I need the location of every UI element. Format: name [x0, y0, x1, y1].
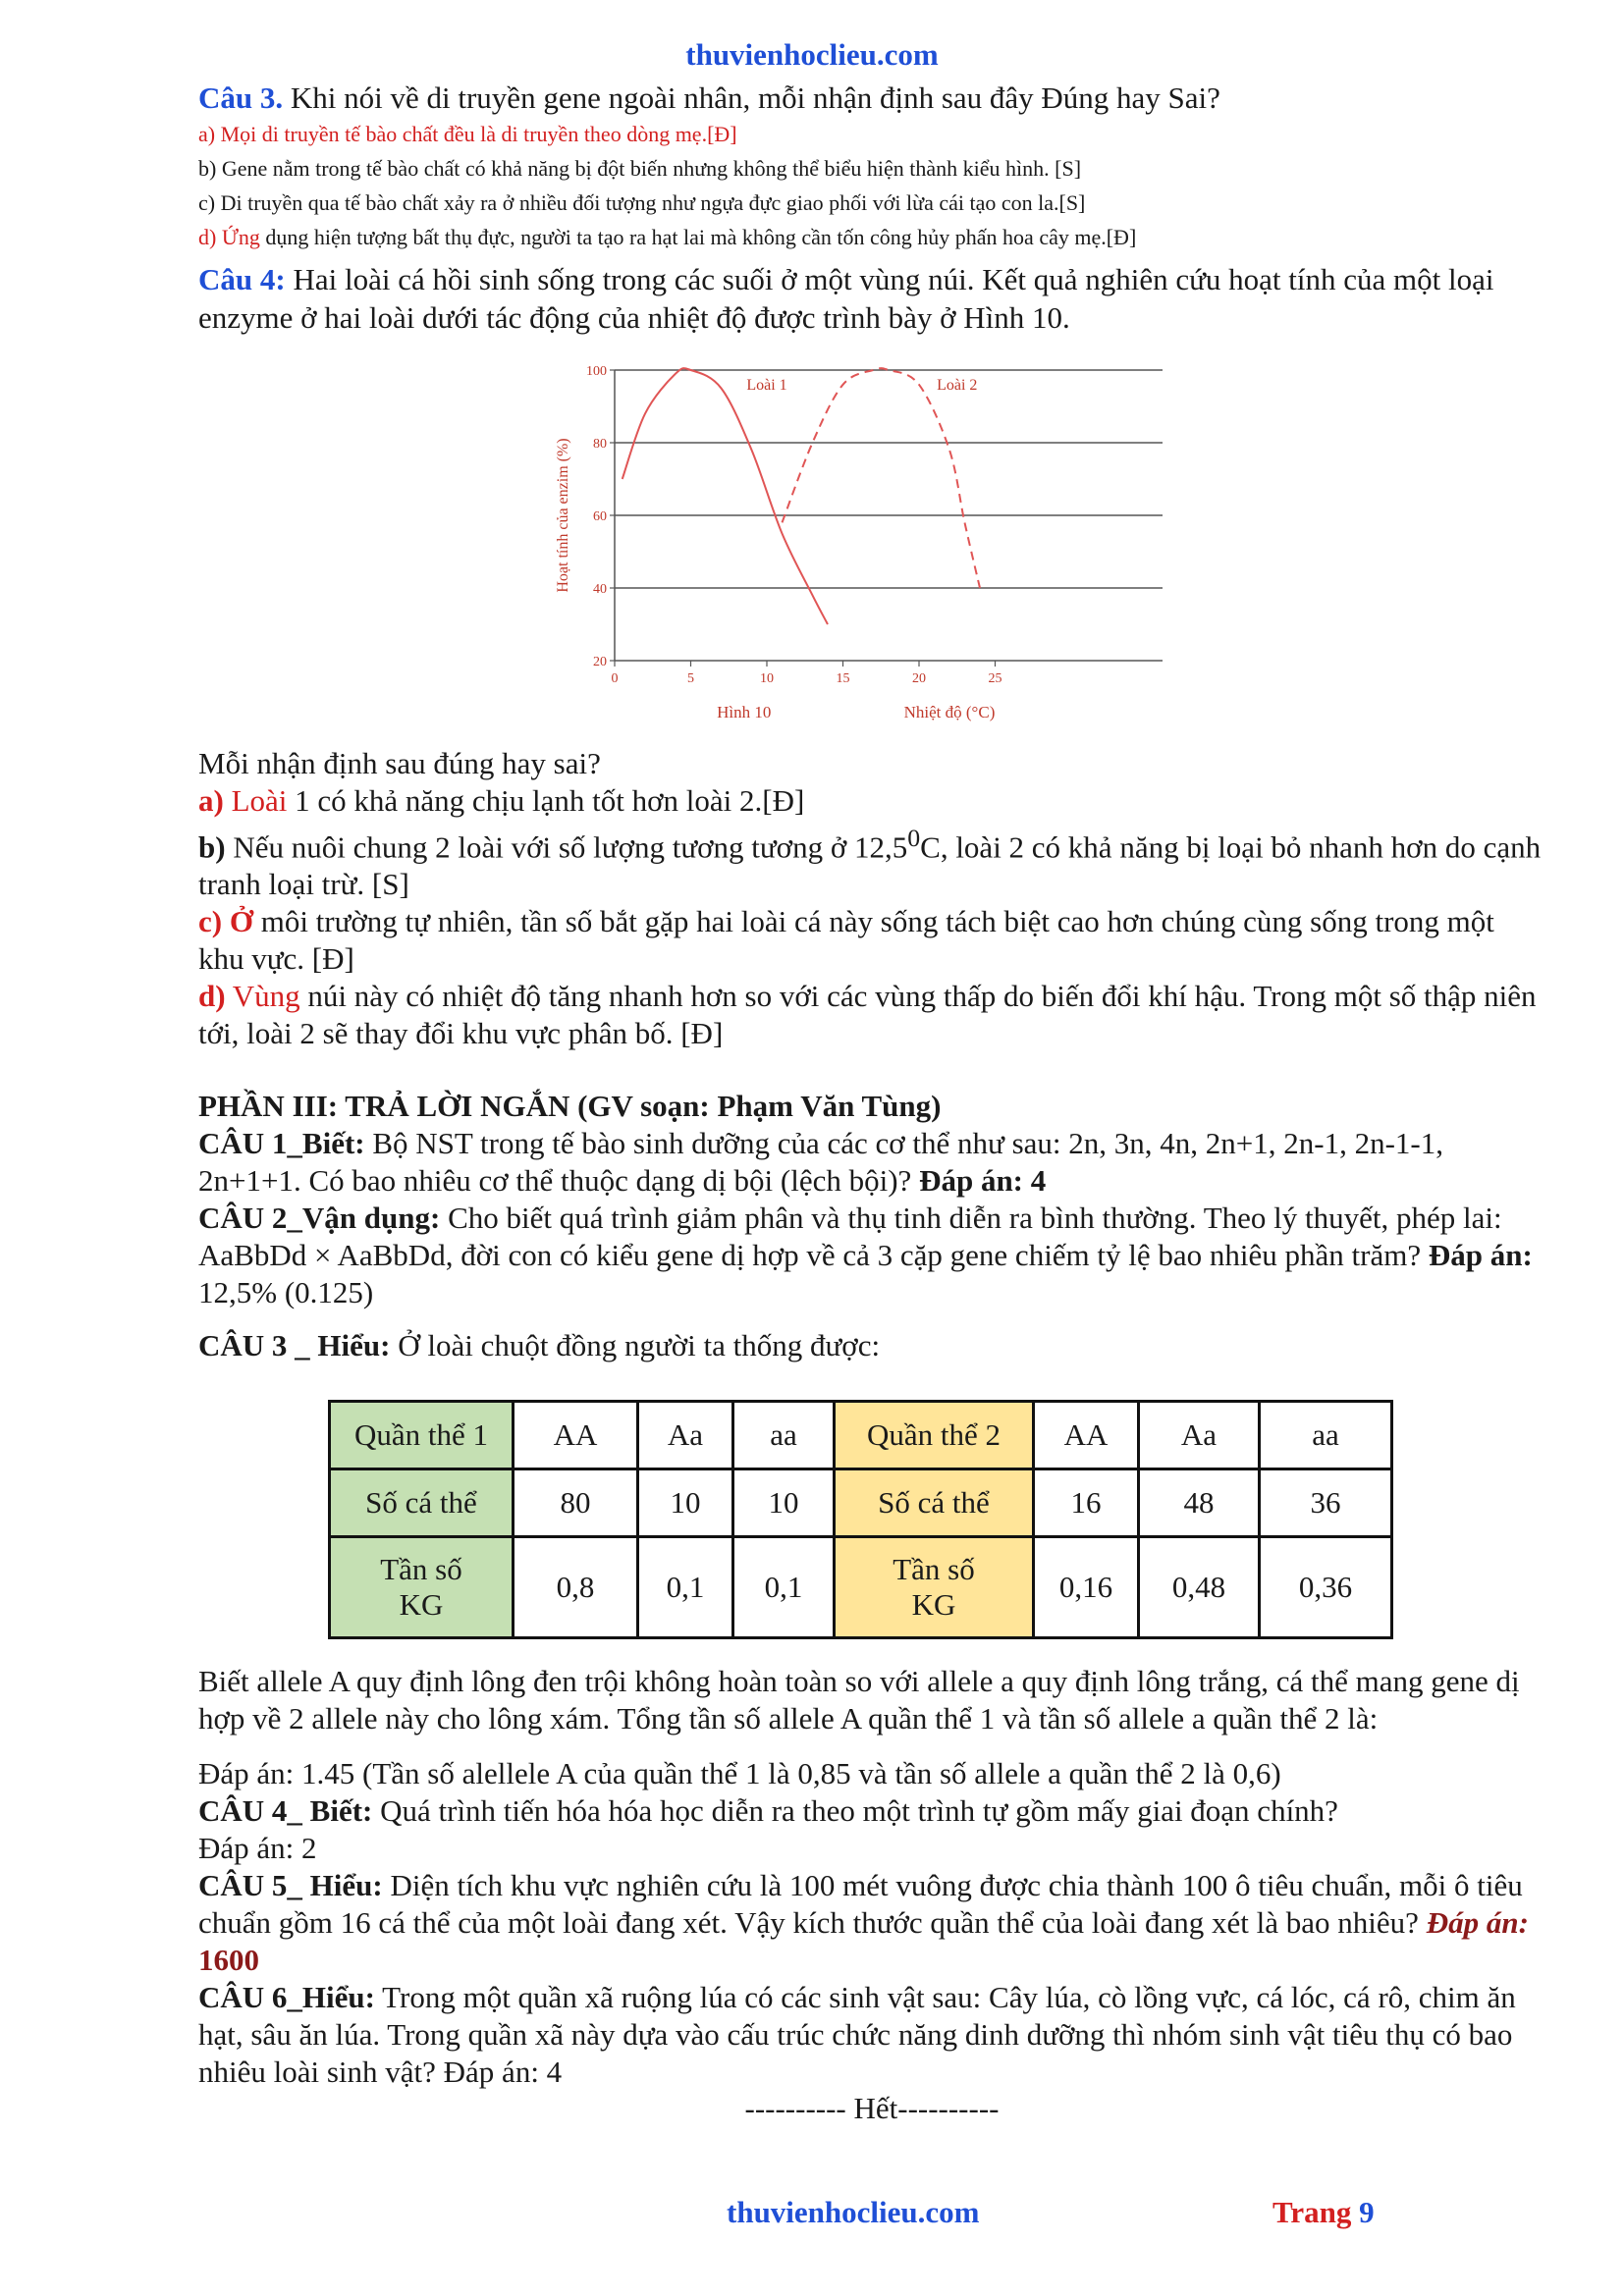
part3-q2-text: Cho biết quá trình giảm phân và thụ tinh diễn ra bình thường. Theo lý thuyết, phép lai: AaBbDd × AaBbDd, đời con có kiểu gene dị hợp về cả 3 cặp gene chiếm tỷ lệ bao nhiêu phần trăm? — [198, 1201, 1502, 1273]
part3-q5-label: CÂU 5_ Hiểu: — [198, 1868, 383, 1903]
table-cell: Số cá thể — [330, 1469, 514, 1537]
table-cell: aa — [733, 1402, 835, 1469]
q4-b-sup: 0 — [907, 824, 921, 852]
table-cell: 0,48 — [1139, 1537, 1260, 1638]
question-4-text: Hai loài cá hồi sinh sống trong các suối ở một vùng núi. Kết quả nghiên cứu hoạt tính của một loại enzyme ở hai loài dưới tác động của nhiệt độ được trình bày ở Hình 10. — [198, 262, 1494, 335]
part3-q2-answer-label: Đáp án: — [1428, 1238, 1533, 1273]
part3-q1-label: CÂU 1_Biết: — [198, 1126, 365, 1161]
part3-title — [198, 1088, 1545, 1125]
series-label: Loài 1 — [746, 377, 787, 394]
table-cell: AA — [514, 1402, 638, 1469]
part3-q6-label: CÂU 6_Hiểu: — [198, 1980, 375, 2015]
question-3-label: Câu 3. — [198, 80, 284, 115]
table-cell: aa — [1260, 1402, 1392, 1469]
table-cell: Số cá thể — [835, 1469, 1034, 1537]
table-cell: Tần số KG — [835, 1537, 1034, 1638]
part3-q4-text: Quá trình tiến hóa hóa học diễn ra theo một trình tự gồm mấy giai đoạn chính? — [372, 1793, 1338, 1829]
part3-q6 — [198, 1979, 1545, 2091]
part3-q3 — [198, 1327, 1545, 1364]
q4-d-text: núi này có nhiệt độ tăng nhanh hơn so với các vùng thấp do biến đổi khí hậu. Trong một số thập niên tới, loài 2 sẽ thay đổi khu vực phân bố. [Đ] — [198, 979, 1537, 1051]
chart-svg — [540, 347, 1188, 739]
table-cell: 16 — [1034, 1469, 1139, 1537]
q4-option-a — [198, 782, 1545, 820]
main-content — [198, 79, 1545, 2126]
series-line-1 — [623, 368, 828, 624]
table-cell: 0,1 — [733, 1537, 835, 1638]
table-cell: Tần số KG — [330, 1537, 514, 1638]
part3-q2-label: CÂU 2_Vận dụng: — [198, 1201, 441, 1236]
header-site[interactable]: thuvienhoclieu.com — [685, 37, 939, 72]
part3-q6-text: Trong một quần xã ruộng lúa có các sinh vật sau: Cây lúa, cò lồng vực, cá lóc, cá rô, chim ăn hạt, sâu ăn lúa. Trong quần xã này dựa vào cấu trúc chức năng dinh dưỡng thì nhóm sinh vật tiêu thụ có bao nhiêu loài sinh vật? Đáp án: 4 — [198, 1980, 1516, 2090]
part3-q2-answer: 12,5% (0.125) — [198, 1275, 374, 1310]
part3-q4-label: CÂU 4_ Biết: — [198, 1793, 373, 1829]
part3-q4-answer: Đáp án: 2 — [198, 1831, 317, 1866]
table-cell: 48 — [1139, 1469, 1260, 1537]
part3-q2 — [198, 1200, 1545, 1311]
q3-option-a-text: a) Mọi di truyền tế bào chất đều là di truyền theo dòng mẹ.[Đ] — [198, 122, 737, 146]
part3-q1-text: Bộ NST trong tế bào sinh dưỡng của các cơ thể như sau: 2n, 3n, 4n, 2n+1, 2n-1, 2n-1-1, 2n+1+1. Có bao nhiêu cơ thể thuộc dạng dị bội (lệch bội)? — [198, 1126, 1443, 1199]
q3-option-a — [198, 117, 1545, 151]
table-cell: 0,1 — [638, 1537, 733, 1638]
question-3 — [198, 79, 1545, 117]
table-cell: Quần thể 1 — [330, 1402, 514, 1469]
question-4-label: Câu 4: — [198, 262, 286, 296]
part3-q3-description: Biết allele A quy định lông đen trội không hoàn toàn so với allele a quy định lông trắng, cá thể mang gene dị hợp về 2 allele này cho lông xám. Tổng tần số allele A quần thể 1 và tần số allele a quần thể 2 là: — [198, 1664, 1520, 1736]
q4-a-label: a) — [198, 783, 224, 818]
q4-a-red: Loài — [223, 783, 288, 818]
part3-q3-answer: Đáp án: 1.45 (Tần số alellele A của quần thể 1 là 0,85 và tần số allele a quần thể 2 là 0,6) — [198, 1756, 1281, 1791]
x-tick-label: 5 — [687, 671, 694, 686]
q3-option-d-prefix: d) Ứng — [198, 225, 260, 249]
table-cell: 80 — [514, 1469, 638, 1537]
table-row — [330, 1537, 1392, 1638]
part3-q3-text: Ở loài chuột đồng người ta thống được: — [390, 1328, 881, 1363]
table-cell: Quần thể 2 — [835, 1402, 1034, 1469]
q4-c-label: c) Ở — [198, 904, 253, 939]
enzyme-activity-chart — [540, 347, 1188, 739]
table-row — [330, 1402, 1392, 1469]
x-tick-label: 10 — [760, 671, 774, 686]
q4-b-text-2: C, loài 2 có khả năng bị loại bỏ nhanh hơn do cạnh tranh loại trừ. [S] — [198, 829, 1542, 902]
part3-q4 — [198, 1792, 1545, 1830]
series-label: Loài 2 — [937, 377, 978, 394]
q4-d-label: d) — [198, 979, 226, 1014]
q4-option-d — [198, 978, 1545, 1052]
table-row — [330, 1469, 1392, 1537]
table-cell: 0,8 — [514, 1537, 638, 1638]
part3-q5-answer: 1600 — [198, 1943, 259, 1978]
part3-q1 — [198, 1125, 1545, 1200]
part3-q3-label: CÂU 3 _ Hiểu: — [198, 1328, 391, 1363]
x-tick-label: 20 — [912, 671, 926, 686]
chart-caption: Hình 10 — [717, 703, 772, 721]
q4-option-c — [198, 903, 1545, 978]
x-tick-label: 15 — [836, 671, 850, 686]
table-cell: 36 — [1260, 1469, 1392, 1537]
q3-option-c: c) Di truyền qua tế bào chất xảy ra ở nhiều đối tượng như ngựa đực giao phối với lừa cái tạo con la.[S] — [198, 190, 1086, 215]
series-line-2 — [783, 368, 981, 588]
table-cell: AA — [1034, 1402, 1139, 1469]
end-marker: ---------- Hết---------- — [744, 2091, 1000, 2126]
question-4 — [198, 260, 1545, 337]
q4-a-text: 1 có khả năng chịu lạnh tốt hơn loài 2.[Đ] — [287, 783, 805, 818]
table-cell: 0,16 — [1034, 1537, 1139, 1638]
part3-q1-answer: Đáp án: 4 — [919, 1163, 1047, 1199]
q4-intro: Mỗi nhận định sau đúng hay sai? — [198, 746, 601, 780]
population-table — [328, 1400, 1393, 1639]
page-num: 9 — [1359, 2195, 1375, 2229]
footer-site[interactable]: thuvienhoclieu.com — [727, 2195, 980, 2229]
page-number — [1272, 2195, 1375, 2230]
x-tick-label: 0 — [611, 671, 619, 686]
x-axis-label: Nhiệt độ (°C) — [903, 703, 996, 721]
q4-b-text-1: Nếu nuôi chung 2 loài với số lượng tương tương ở 12,5 — [225, 829, 908, 865]
x-tick-label: 25 — [988, 671, 1002, 686]
part3-q5-answer-label: Đáp án: — [1426, 1905, 1529, 1941]
table-cell: Aa — [638, 1402, 733, 1469]
y-tick-label: 40 — [593, 582, 607, 597]
page-word: Trang — [1272, 2195, 1360, 2229]
y-axis-label: Hoạt tính của enzim (%) — [555, 438, 571, 593]
table-cell: 10 — [733, 1469, 835, 1537]
table-cell: 10 — [638, 1469, 733, 1537]
y-tick-label: 20 — [593, 655, 607, 669]
q4-b-label: b) — [198, 829, 226, 865]
y-tick-label: 60 — [593, 509, 607, 524]
q3-option-d — [198, 220, 1545, 254]
q3-option-b: b) Gene nằm trong tế bào chất có khả năng bị đột biến nhưng không thể biểu hiện thành kiểu hình. [S] — [198, 156, 1082, 181]
table-cell: 0,36 — [1260, 1537, 1392, 1638]
y-tick-label: 80 — [593, 437, 607, 452]
question-3-text: Khi nói về di truyền gene ngoài nhân, mỗi nhận định sau đây Đúng hay Sai? — [283, 80, 1220, 115]
part3-q5-text: Diện tích khu vực nghiên cứu là 100 mét vuông được chia thành 100 ô tiêu chuẩn, mỗi ô tiêu chuẩn gồm 16 cá thể của một loài đang xét. Vậy kích thước quần thể của loài đang xét là bao nhiêu? — [198, 1868, 1523, 1941]
q4-option-b — [198, 820, 1545, 903]
q4-d-red: Vùng — [225, 979, 300, 1014]
table-cell: Aa — [1139, 1402, 1260, 1469]
q4-c-text: môi trường tự nhiên, tần số bắt gặp hai loài cá này sống tách biệt cao hơn chúng cùng sống trong một khu vực. [Đ] — [198, 904, 1494, 977]
y-tick-label: 100 — [586, 364, 607, 379]
part3-q5 — [198, 1867, 1545, 1979]
part3-title-text: PHẦN III: TRẢ LỜI NGẮN (GV soạn: Phạm Văn Tùng) — [198, 1089, 942, 1124]
q3-option-d-text: dụng hiện tượng bất thụ đực, người ta tạo ra hạt lai mà không cần tốn công hủy phấn hoa cây mẹ.[Đ] — [259, 225, 1137, 249]
